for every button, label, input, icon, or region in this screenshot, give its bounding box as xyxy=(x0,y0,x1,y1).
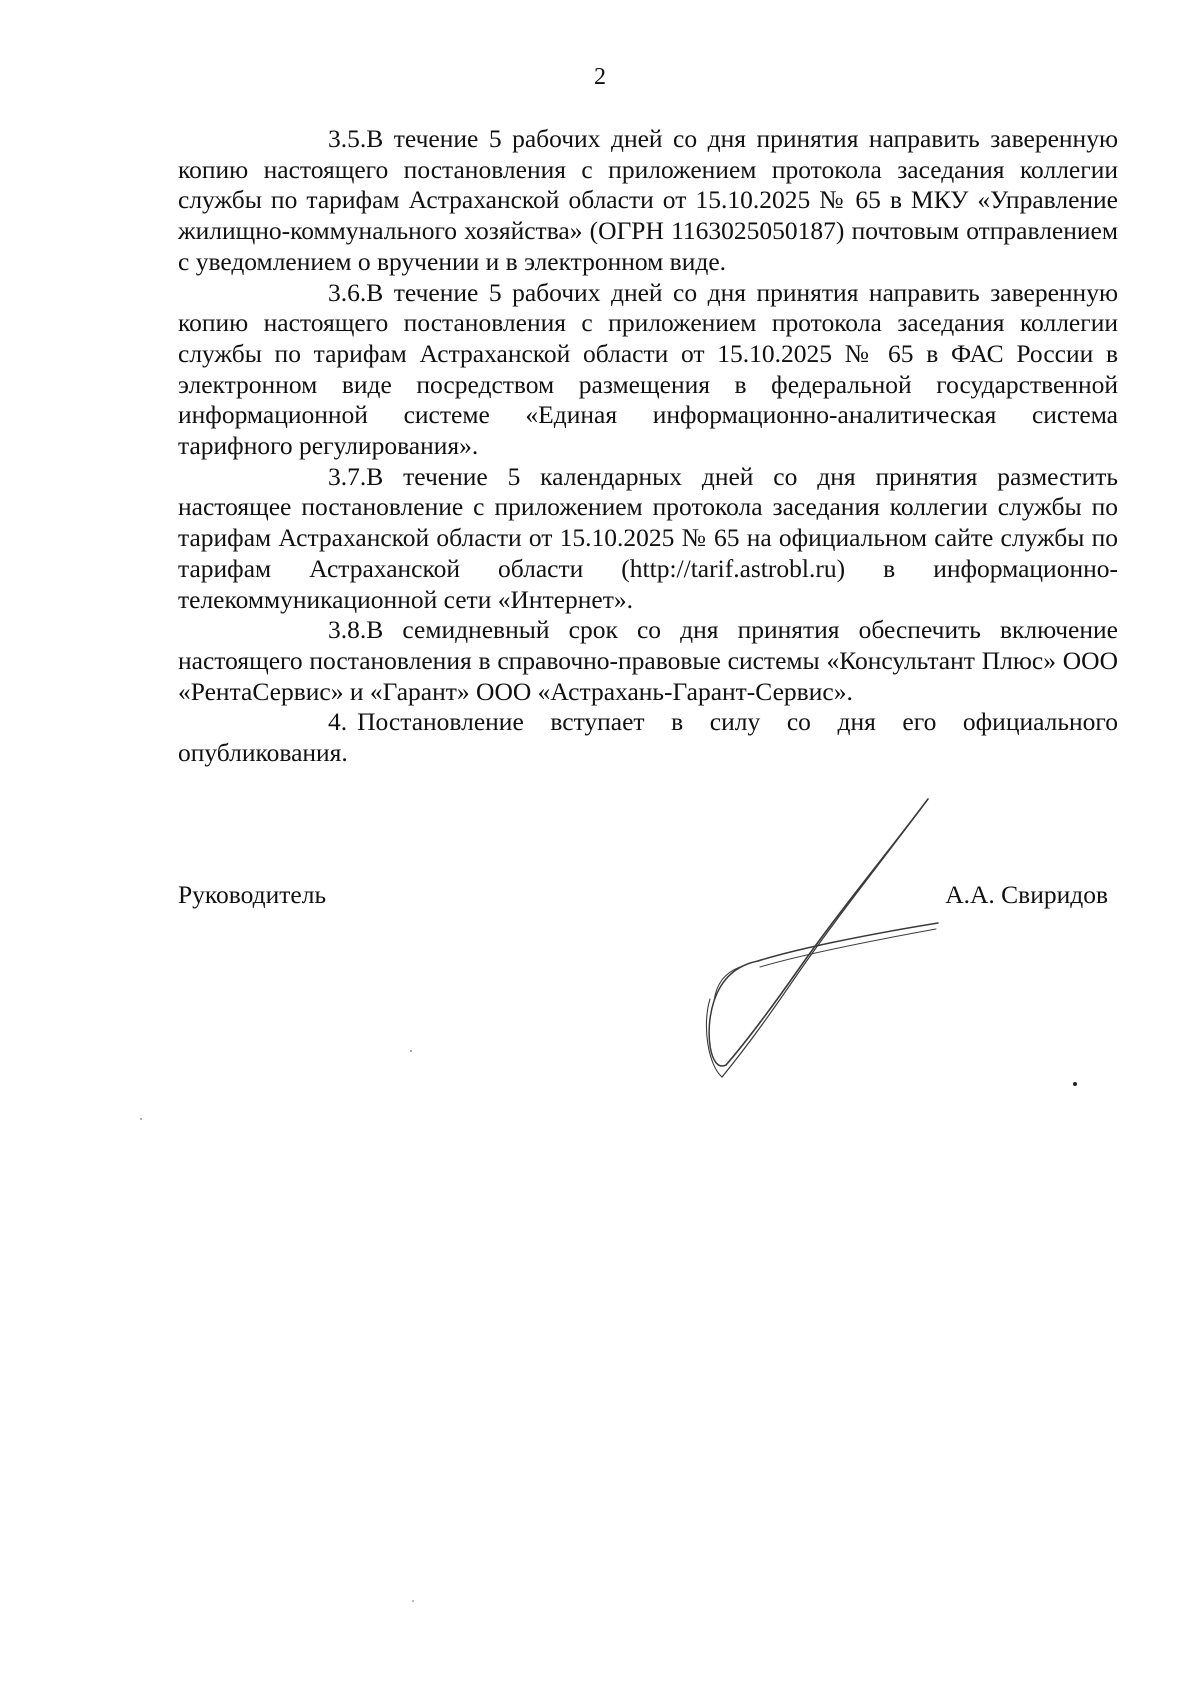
scan-speck xyxy=(410,1050,412,1052)
scan-speck xyxy=(140,1118,142,1120)
signatory-name: А.А. Свиридов xyxy=(945,880,1108,909)
paragraph-text: В течение 5 рабочих дней со дня принятия направить заверенную копию настоящего постановления с приложением протокола заседания коллегии службы по тарифам Астраханской области от 15.10.2025 № 65 в ФАС России в электронном виде посредством размещения в федеральной государственной информационной системе «Единая информационно-аналитическая система тарифного регулирования». xyxy=(178,277,1118,461)
paragraph-text: Постановление вступает в силу со дня его официального опубликования. xyxy=(178,707,1118,768)
scan-speck xyxy=(1073,1082,1077,1086)
paragraph-text: В семидневный срок со дня принятия обеспечить включение настоящего постановления в справочно-правовые системы «Консультант Плюс» ООО «РентаСервис» и «Гарант» ООО «Астрахань-Гарант-Сервис». xyxy=(178,615,1118,706)
document-body xyxy=(178,124,1118,769)
paragraph-number: 4. xyxy=(328,707,348,737)
paragraph-text: В течение 5 рабочих дней со дня принятия направить заверенную копию настоящего постановления с приложением протокола заседания коллегии службы по тарифам Астраханской области от 15.10.2025 № 65 в МКУ «Управление жилищно-коммунального хозяйства» (ОГРН 1163025050187) почтовым отправлением с уведомлением о вручении и в электронном виде. xyxy=(178,124,1118,276)
paragraph-number: 3.6. xyxy=(328,277,367,307)
paragraph-number: 3.5. xyxy=(328,124,367,153)
handwritten-signature xyxy=(700,795,960,1095)
paragraph-3-6 xyxy=(178,278,1118,462)
paragraph-number: 3.7. xyxy=(328,461,367,491)
paragraph-text: В течение 5 календарных дней со дня принятия разместить настоящее постановление с приложением протокола заседания коллегии службы по тарифам Астраханской области от 15.10.2025 № 65 на официальном сайте службы по тарифам Астраханской области (http://tarif.astrobl.ru) в информационно-телекоммуникационной сети «Интернет». xyxy=(178,461,1118,614)
paragraph-number: 3.8. xyxy=(328,615,367,645)
paragraph-3-8 xyxy=(178,615,1118,707)
paragraph-3-5 xyxy=(178,124,1118,278)
signatory-role: Руководитель xyxy=(178,880,327,909)
page-number: 2 xyxy=(594,64,606,90)
paragraph-3-7 xyxy=(178,462,1118,616)
paragraph-4 xyxy=(178,707,1118,768)
scan-speck xyxy=(412,1600,414,1602)
